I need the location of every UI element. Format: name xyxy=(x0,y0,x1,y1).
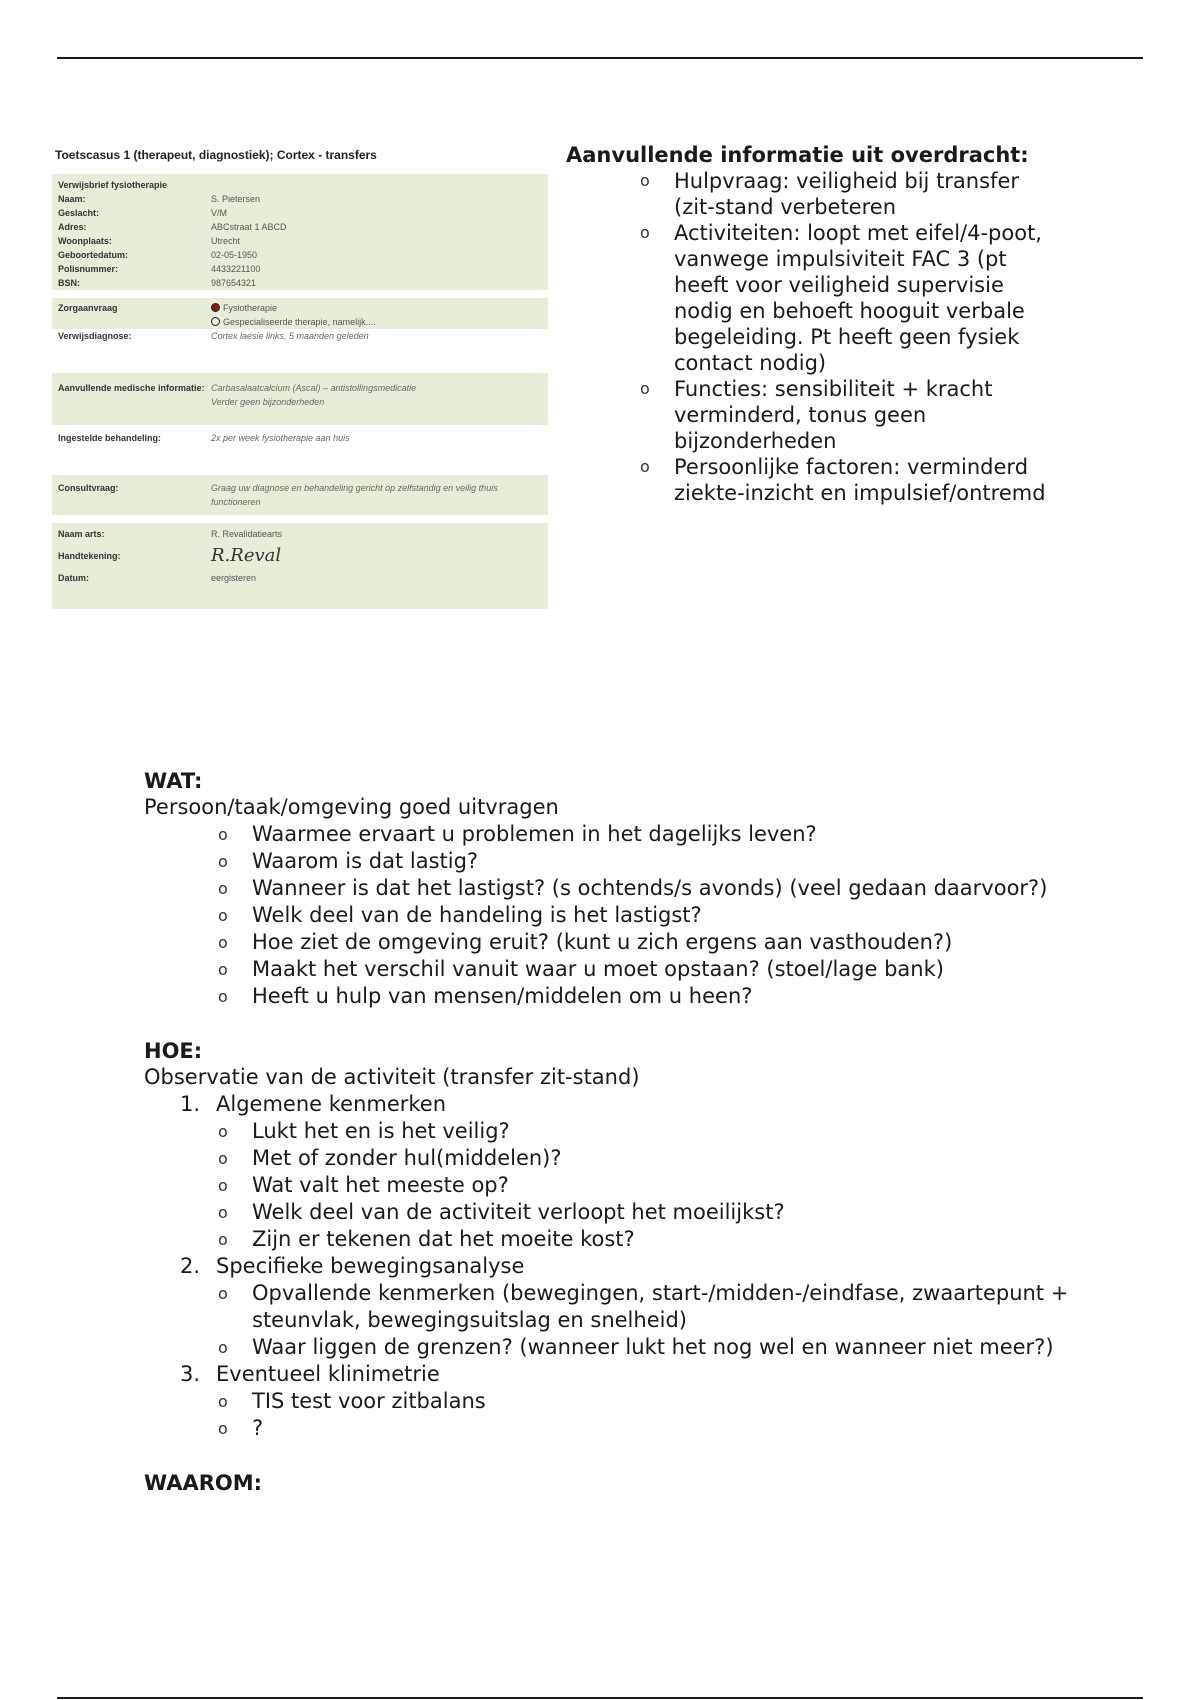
list-item: o TIS test voor zitbalans xyxy=(252,1388,1104,1415)
aanvullende-line: Verder geen bijzonderheden xyxy=(211,397,325,407)
list-item: o Maakt het verschil vanuit waar u moet opstaan? (stoel/lage bank) xyxy=(252,956,1104,983)
field-value: Utrecht xyxy=(211,236,241,246)
patient-row xyxy=(52,248,548,262)
field-value: ABCstraat 1 ABCD xyxy=(211,222,287,232)
list-item: o Waarmee ervaart u problemen in het dagelijks leven? xyxy=(252,821,1104,848)
main-content xyxy=(144,768,1104,1496)
step-label: Algemene kenmerken xyxy=(216,1092,447,1116)
field-label: Woonplaats: xyxy=(58,236,112,246)
step-sublist xyxy=(216,1280,1104,1361)
list-item: o Welk deel van de handeling is het lastigst? xyxy=(252,902,1104,929)
list-item: o Lukt het en is het veilig? xyxy=(252,1118,1104,1145)
spacer xyxy=(52,290,548,298)
list-item: o Hulpvraag: veiligheid bij transfer (zit-stand verbeteren xyxy=(674,168,1064,220)
radio-selected-icon xyxy=(211,303,220,312)
list-item: o Hoe ziet de omgeving eruit? (kunt u zich ergens aan vasthouden?) xyxy=(252,929,1104,956)
step-label: Eventueel klinimetrie xyxy=(216,1362,440,1386)
arts-label: Naam arts: xyxy=(58,529,105,539)
zorgaanvraag-label: Zorgaanvraag xyxy=(58,303,118,313)
arts-value: R. Revalidatiearts xyxy=(211,529,283,539)
handtekening-row xyxy=(52,541,548,571)
list-item: o ? xyxy=(252,1415,1104,1442)
step-number: 2. xyxy=(180,1254,201,1278)
field-label: Naam: xyxy=(58,194,86,204)
list-item: o Activiteiten: loopt met eifel/4-poot, vanwege impulsiviteit FAC 3 (pt heeft voor veiligheid supervisie nodig en behoeft hooguit verbale begeleiding. Pt heeft geen fysiek contact nodig) xyxy=(674,220,1064,376)
patient-row xyxy=(52,220,548,234)
field-value: S. Pietersen xyxy=(211,194,261,204)
signature: R.Reval xyxy=(211,545,282,566)
referral-title: Toetscasus 1 (therapeut, diagnostiek); Cortex - transfers xyxy=(55,148,377,162)
spacer xyxy=(52,515,548,523)
patient-row xyxy=(52,234,548,248)
aanvullende-label: Aanvullende medische informatie: xyxy=(58,383,205,393)
wat-heading: WAT: xyxy=(144,769,203,793)
hoe-heading: HOE: xyxy=(144,1039,203,1063)
field-value: V/M xyxy=(211,208,228,218)
field-value: 02-05-1950 xyxy=(211,250,258,260)
list-item: o Wat valt het meeste op? xyxy=(252,1172,1104,1199)
aanvullende-heading: Aanvullende informatie uit overdracht: xyxy=(566,143,1029,167)
step-item xyxy=(180,1253,1104,1361)
verwijsdiagnose-row xyxy=(52,329,548,373)
verwijsdiagnose-label: Verwijsdiagnose: xyxy=(58,331,132,341)
zorg-option-1: Fysiotherapie xyxy=(223,303,278,313)
list-item: o Persoonlijke factoren: verminderd ziekte-inzicht en impulsief/ontremd xyxy=(674,454,1064,506)
zorg-option-2: Gespecialiseerde therapie, namelijk.... xyxy=(223,317,376,327)
patient-row xyxy=(52,192,548,206)
zorgaanvraag-row xyxy=(52,298,548,329)
list-item: o Heeft u hulp van mensen/middelen om u heen? xyxy=(252,983,1104,1010)
aanvullende-informatie xyxy=(566,142,1166,506)
datum-row xyxy=(52,571,548,603)
list-item: o Waar liggen de grenzen? (wanneer lukt het nog wel en wanneer niet meer?) xyxy=(252,1334,1104,1361)
aanvullende-line: Carbasalaatcalcium (Ascal) – antistollingsmedicatie xyxy=(211,383,417,393)
header-rule xyxy=(57,57,1143,59)
step-number: 1. xyxy=(180,1092,201,1116)
field-label: Adres: xyxy=(58,222,87,232)
step-label: Specifieke bewegingsanalyse xyxy=(216,1254,525,1278)
consult-row xyxy=(52,475,548,515)
referral-letter xyxy=(52,140,552,609)
step-number: 3. xyxy=(180,1362,201,1386)
datum-value: eergisteren xyxy=(211,573,257,583)
waarom-heading: WAAROM: xyxy=(144,1471,263,1495)
list-item: o Wanneer is dat het lastigst? (s ochtends/s avonds) (veel gedaan daarvoor?) xyxy=(252,875,1104,902)
footer-rule xyxy=(57,1697,1143,1699)
field-label: Geboortedatum: xyxy=(58,250,129,260)
hoe-intro: Observatie van de activiteit (transfer zit-stand) xyxy=(144,1065,640,1089)
patient-row xyxy=(52,206,548,220)
list-item: o Met of zonder hul(middelen)? xyxy=(252,1145,1104,1172)
patient-row xyxy=(52,276,548,290)
field-label: BSN: xyxy=(58,278,80,288)
datum-label: Datum: xyxy=(58,573,89,583)
referral-table xyxy=(52,174,548,609)
step-item xyxy=(180,1361,1104,1442)
hoe-steps xyxy=(144,1091,1104,1442)
referral-caption: Verwijsbrief fysiotherapie xyxy=(58,180,168,190)
consult-value: Graag uw diagnose en behandeling gericht op zelfstandig en veilig thuis functioneren xyxy=(211,483,498,507)
arts-row xyxy=(52,523,548,541)
ingestelde-value: 2x per week fysiotherapie aan huis xyxy=(211,433,350,443)
aanvullende-row xyxy=(52,373,548,425)
step-sublist xyxy=(216,1388,1104,1442)
ingestelde-label: Ingestelde behandeling: xyxy=(58,433,162,443)
list-item: o Waarom is dat lastig? xyxy=(252,848,1104,875)
ingestelde-row xyxy=(52,425,548,475)
wat-intro: Persoon/taak/omgeving goed uitvragen xyxy=(144,795,559,819)
patient-details xyxy=(52,192,548,290)
step-sublist xyxy=(216,1118,1104,1253)
handtekening-label: Handtekening: xyxy=(58,551,121,561)
step-item xyxy=(180,1091,1104,1253)
list-item: o Welk deel van de activiteit verloopt het moeilijkst? xyxy=(252,1199,1104,1226)
field-label: Polisnummer: xyxy=(58,264,119,274)
zorgaanvraag-options xyxy=(205,301,548,329)
radio-unselected-icon xyxy=(211,317,220,326)
field-value: 987654321 xyxy=(211,278,257,288)
list-item: o Opvallende kenmerken (bewegingen, start-/midden-/eindfase, zwaartepunt + steunvlak, bewegingsuitslag en snelheid) xyxy=(252,1280,1104,1334)
patient-row xyxy=(52,262,548,276)
aanvullende-list xyxy=(566,168,1166,506)
wat-list xyxy=(144,821,1104,1010)
verwijsdiagnose-value: Cortex laesie links, 5 maanden geleden xyxy=(211,331,369,341)
field-label: Geslacht: xyxy=(58,208,100,218)
list-item: o Zijn er tekenen dat het moeite kost? xyxy=(252,1226,1104,1253)
consult-label: Consultvraag: xyxy=(58,483,119,493)
list-item: o Functies: sensibiliteit + kracht verminderd, tonus geen bijzonderheden xyxy=(674,376,1064,454)
field-value: 4433221100 xyxy=(211,264,261,274)
aanvullende-value xyxy=(205,381,548,425)
